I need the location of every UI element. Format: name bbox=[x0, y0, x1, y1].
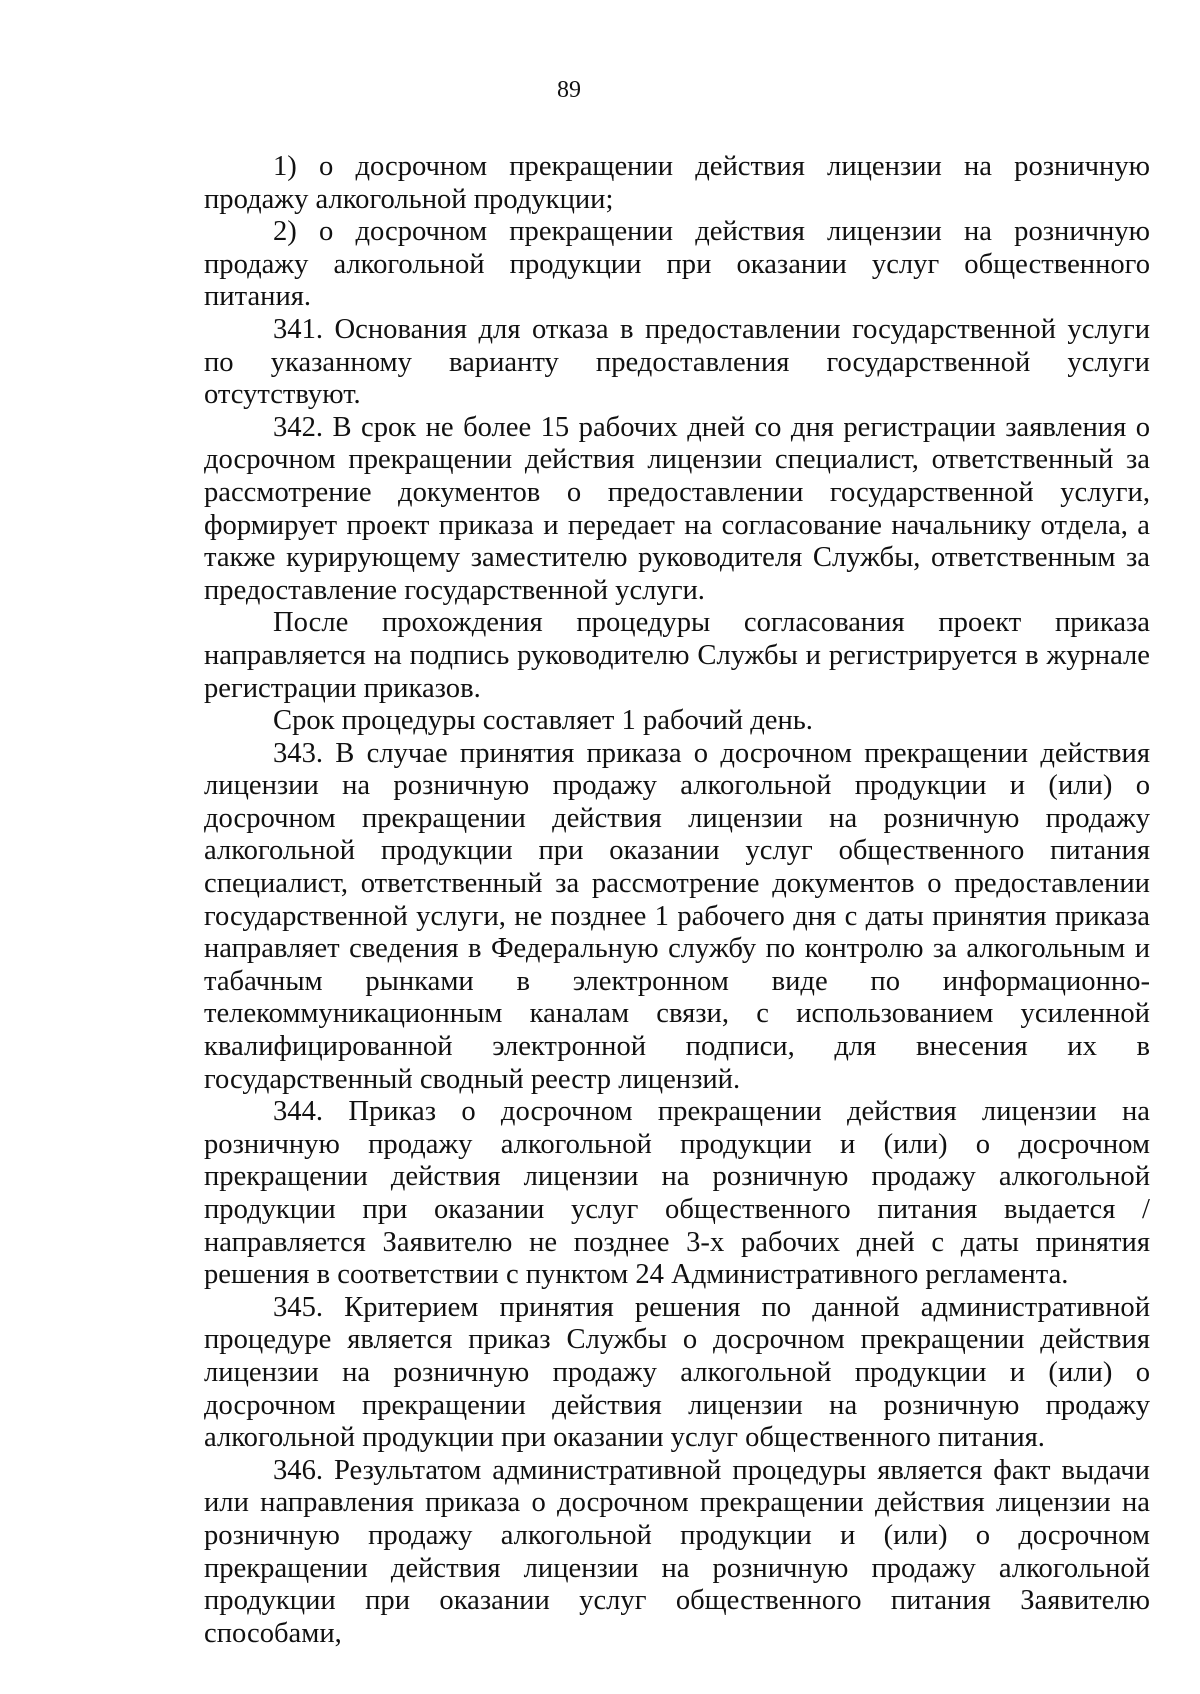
paragraph-343: 343. В случае принятия приказа о досрочном прекращении действия лицензии на розничную продажу алкогольной продукции и (или) о досрочном прекращении действия лицензии на розничную продажу алкогольной продукции при оказании услуг общественного питания специалист, ответственный за рассмотрение документов о предоставлении государственной услуги, не позднее 1 рабочего дня с даты принятия приказа направляет сведения в Федеральную службу по контролю за алкогольным и табачным рынками в электронном виде по информационно-телекоммуникационным каналам связи, с использованием усиленной квалифицированной электронной подписи, для внесения их в государственный сводный реестр лицензий. bbox=[204, 737, 1150, 1095]
document-body bbox=[204, 151, 1150, 1650]
paragraph-procedure-term: Срок процедуры составляет 1 рабочий день. bbox=[273, 705, 813, 737]
page-number: 89 bbox=[557, 77, 581, 103]
paragraph-approval: После прохождения процедуры согласования проект приказа направляется на подпись руководителю Службы и регистрируется в журнале регистрации приказов. bbox=[204, 607, 1150, 704]
paragraph-344: 344. Приказ о досрочном прекращении действия лицензии на розничную продажу алкогольной продукции и (или) о досрочном прекращении действия лицензии на розничную продажу алкогольной продукции при оказании услуг общественного питания выдается / направляется Заявителю не позднее 3-х рабочих дней с даты принятия решения в соответствии с пунктом 24 Административного регламента. bbox=[204, 1096, 1150, 1291]
paragraph-345: 345. Критерием принятия решения по данной административной процедуре является приказ Службы о досрочном прекращении действия лицензии на розничную продажу алкогольной продукции и (или) о досрочном прекращении действия лицензии на розничную продажу алкогольной продукции при оказании услуг общественного питания. bbox=[204, 1291, 1150, 1454]
paragraph-342: 342. В срок не более 15 рабочих дней со дня регистрации заявления о досрочном прекращении действия лицензии специалист, ответственный за рассмотрение документов о предоставлении государственной услуги, формирует проект приказа и передает на согласование начальнику отдела, а также курирующему заместителю руководителя Службы, ответственным за предоставление государственной услуги. bbox=[204, 411, 1150, 606]
paragraph-item-1: 1) о досрочном прекращении действия лицензии на розничную продажу алкогольной продукции; bbox=[204, 151, 1150, 215]
paragraph-341: 341. Основания для отказа в предоставлении государственной услуги по указанному варианту предоставления государственной услуги отсутствуют. bbox=[204, 313, 1150, 411]
paragraph-item-2: 2) о досрочном прекращении действия лицензии на розничную продажу алкогольной продукции при оказании услуг общественного питания. bbox=[204, 216, 1150, 313]
paragraph-346: 346. Результатом административной процедуры является факт выдачи или направления приказа о досрочном прекращении действия лицензии на розничную продажу алкогольной продукции и (или) о досрочном прекращении действия лицензии на розничную продажу алкогольной продукции при оказании услуг общественного питания Заявителю способами, bbox=[204, 1454, 1150, 1649]
